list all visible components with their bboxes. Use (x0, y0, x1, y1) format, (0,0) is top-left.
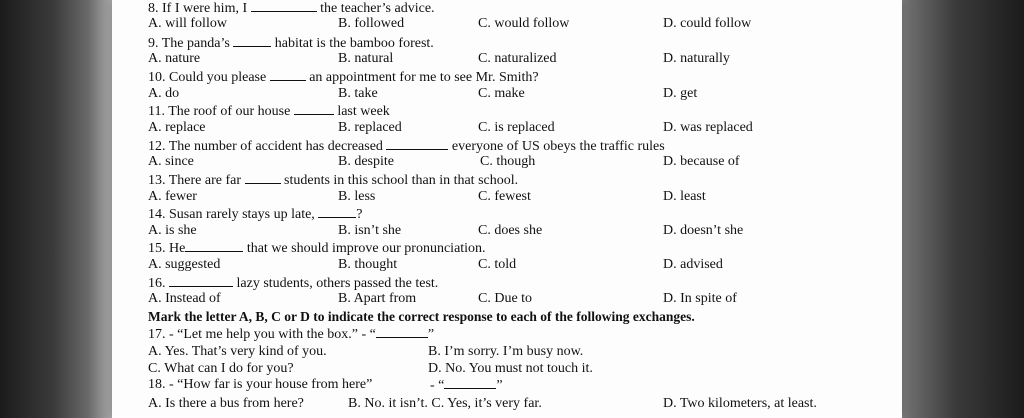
question-10-option-b: B. take (338, 86, 378, 101)
question-12-stem: 12. The number of accident has decreased everyone of US obeys the traffic rules (148, 139, 665, 154)
question-17-option-b: B. I’m sorry. I’m busy now. (428, 344, 584, 359)
question-18-option-b-c: B. No. it isn’t. C. Yes, it’s very far. (348, 396, 542, 411)
question-14-option-a: A. is she (148, 223, 197, 238)
question-12-option-a: A. since (148, 154, 194, 169)
question-15-option-a: A. suggested (148, 257, 221, 272)
question-15-option-d: D. advised (663, 257, 723, 272)
question-17-stem: 17. - “Let me help you with the box.” - “ ” (148, 327, 435, 342)
question-12-option-c: C. though (480, 154, 536, 169)
question-14-stem: 14. Susan rarely stays up late, ? (148, 207, 363, 222)
question-13-option-b: B. less (338, 189, 376, 204)
question-16-option-a: A. Instead of (148, 291, 221, 306)
question-12-option-d: D. because of (663, 154, 740, 169)
question-16-option-c: C. Due to (478, 291, 533, 306)
question-8-stem: 8. If I were him, I the teacher’s advice. (148, 1, 435, 16)
question-11-option-d: D. was replaced (663, 120, 753, 135)
question-13-stem: 13. There are far students in this school than in that school. (148, 173, 519, 188)
question-13-option-d: D. least (663, 189, 706, 204)
question-15-option-c: C. told (478, 257, 517, 272)
question-16-stem: 16. lazy students, others passed the test. (148, 276, 439, 291)
question-18-answer-blank: - “ ” (430, 378, 503, 393)
question-14-option-d: D. doesn’t she (663, 223, 744, 238)
question-9-option-b: B. natural (338, 51, 394, 66)
question-10-option-c: C. make (478, 86, 525, 101)
question-14-option-c: C. does she (478, 223, 543, 238)
question-17-option-a: A. Yes. That’s very kind of you. (148, 344, 327, 359)
question-9-option-a: A. nature (148, 51, 201, 66)
question-8-option-b: B. followed (338, 16, 405, 31)
question-9-stem: 9. The panda’s habitat is the bamboo forest. (148, 36, 434, 51)
question-11-option-a: A. replace (148, 120, 206, 135)
question-18-option-d: D. Two kilometers, at least. (663, 396, 817, 411)
question-11-stem: 11. The roof of our house last week (148, 104, 390, 119)
question-8-option-d: D. could follow (663, 16, 752, 31)
question-9-option-c: C. naturalized (478, 51, 557, 66)
question-10-option-a: A. do (148, 86, 180, 101)
question-11-option-b: B. replaced (338, 120, 402, 135)
page-shadow-left (0, 0, 118, 418)
question-17-option-d: D. No. You must not touch it. (428, 361, 593, 376)
question-15-stem: 15. He that we should improve our pronunciation. (148, 241, 486, 256)
question-16-option-b: B. Apart from (338, 291, 417, 306)
question-10-option-d: D. get (663, 86, 698, 101)
question-11-option-c: C. is replaced (478, 120, 555, 135)
question-16-option-d: D. In spite of (663, 291, 737, 306)
question-13-option-c: C. fewest (478, 189, 531, 204)
section-instruction: Mark the letter A, B, C or D to indicate the correct response to each of the following exchanges. (148, 309, 695, 324)
question-17-option-c: C. What can I do for you? (148, 361, 294, 376)
question-12-option-b: B. despite (338, 154, 394, 169)
question-14-option-b: B. isn’t she (338, 223, 402, 238)
question-15-option-b: B. thought (338, 257, 398, 272)
question-9-option-d: D. naturally (663, 51, 730, 66)
question-18-option-a: A. Is there a bus from here? (148, 396, 304, 411)
question-10-stem: 10. Could you please an appointment for me to see Mr. Smith? (148, 70, 539, 85)
question-18-stem: 18. - “How far is your house from here” (148, 377, 373, 392)
question-13-option-a: A. fewer (148, 189, 197, 204)
question-8-option-a: A. will follow (148, 16, 227, 31)
question-8-option-c: C. would follow (478, 16, 570, 31)
